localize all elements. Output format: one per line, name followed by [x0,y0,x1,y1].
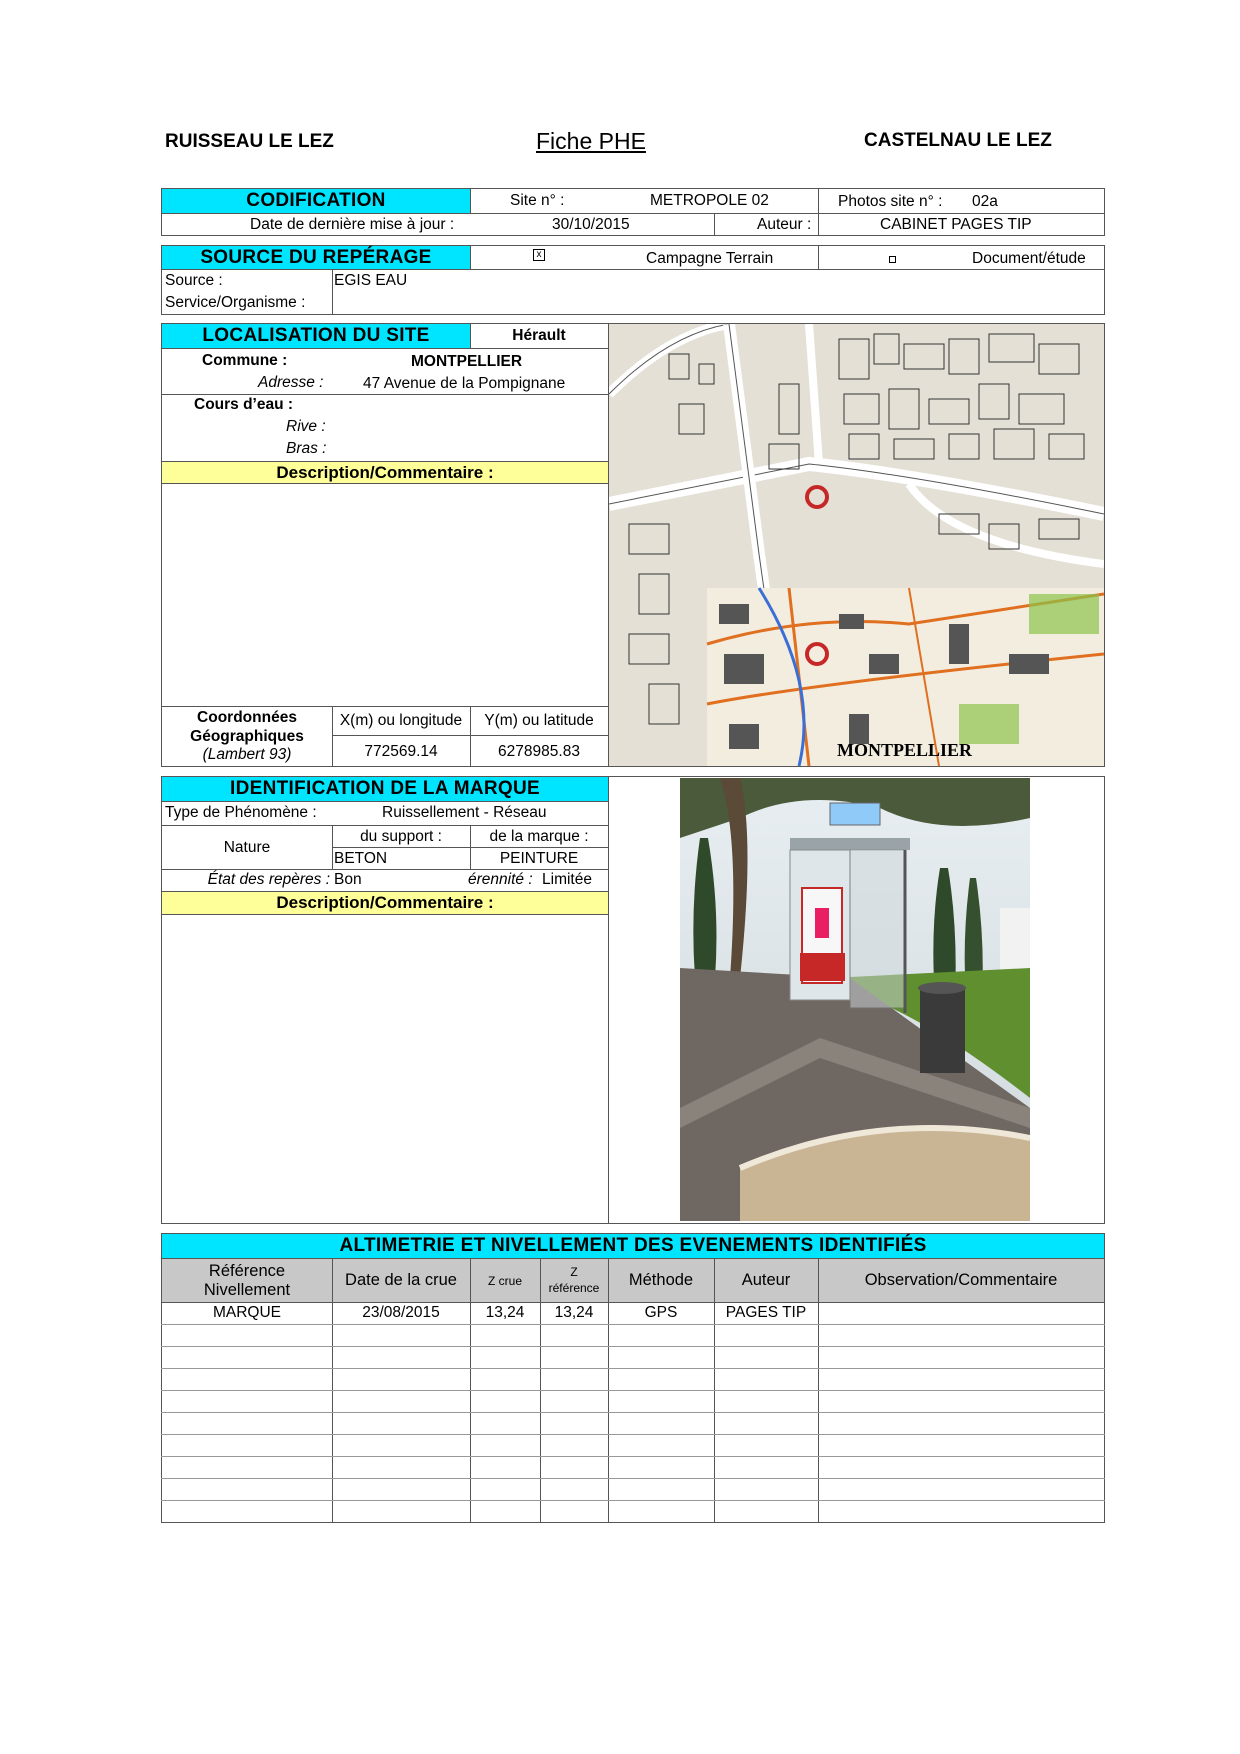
etat-reperes-value: Bon [334,871,362,888]
service-label: Service/Organisme : [165,294,306,311]
site-photo [680,778,1030,1221]
marque-label: de la marque : [489,827,589,845]
site-value: METROPOLE 02 [650,192,769,209]
document-etude-checkbox[interactable] [889,256,896,263]
adresse-label: Adresse : [258,374,324,391]
y-label: Y(m) ou latitude [484,712,594,729]
date-value: 30/10/2015 [552,215,630,233]
col-methode: Méthode [628,1271,694,1289]
map-city-label: MONTPELLIER [837,740,973,760]
source-label: Source : [165,272,223,289]
col-date-crue: Date de la crue [345,1271,457,1289]
departement: Hérault [512,327,566,344]
header-left: RUISSEAU LE LEZ [165,131,334,152]
perennite-value: Limitée [542,871,592,888]
coord-label-2: Géographiques [190,728,304,745]
nature-label: Nature [223,838,271,856]
photos-label: Photos site n° : [838,193,943,210]
page-title: Fiche PHE [536,128,646,154]
rive-label: Rive : [286,418,326,435]
site-label: Site n° : [510,192,565,209]
col-z-crue: Z crue [487,1273,522,1288]
x-value: 772569.14 [364,742,438,760]
location-map [609,324,1104,766]
coord-label-1: Coordonnées [197,709,297,726]
col-reference-2: Nivellement [203,1281,291,1299]
support-label: du support : [360,827,442,845]
campagne-terrain-label: Campagne Terrain [646,250,774,267]
etat-reperes-label: État des repères : [207,871,330,888]
x-label: X(m) ou longitude [339,712,463,729]
support-value: BETON [334,849,388,867]
codification-title: CODIFICATION [246,190,386,211]
col-observation: Observation/Commentaire [864,1271,1058,1289]
col-z-reference-1: Z [570,1265,578,1279]
type-phenomene-value: Ruissellement - Réseau [382,804,547,821]
adresse-value: 47 Avenue de la Pompignane [363,375,566,392]
row-date: 23/08/2015 [362,1304,440,1321]
coord-label-3: (Lambert 93) [202,746,292,763]
localisation-title: LOCALISATION DU SITE [202,325,430,346]
source-value: EGIS EAU [334,272,408,289]
auteur-label: Auteur : [757,215,812,233]
row-auteur: PAGES TIP [725,1304,807,1321]
commune-value: MONTPELLIER [411,353,523,370]
perennite-label: érennité : [468,871,533,888]
cours-eau-label: Cours d’eau : [194,396,294,413]
row-z-reference: 13,24 [554,1304,594,1321]
col-z-reference-2: référence [548,1281,600,1295]
source-title: SOURCE DU REPÉRAGE [200,246,432,268]
bras-label: Bras : [286,440,327,457]
campagne-terrain-checkbox[interactable]: x [533,249,545,261]
row-z-crue: 13,24 [485,1304,525,1321]
row-reference: MARQUE [212,1304,282,1321]
col-reference-1: Référence [208,1262,286,1280]
type-phenomene-label: Type de Phénomène : [165,804,317,821]
identification-description-label: Description/Commentaire : [276,893,494,912]
auteur-value: CABINET PAGES TIP [880,215,1032,233]
date-label: Date de dernière mise à jour : [250,215,455,233]
marque-value: PEINTURE [499,849,579,867]
photos-value: 02a [972,193,998,210]
col-auteur: Auteur [741,1271,791,1289]
localisation-description-label: Description/Commentaire : [276,462,494,482]
altimetrie-title: ALTIMETRIE ET NIVELLEMENT DES EVENEMENTS IDENTIFIÉS [339,1235,927,1256]
identification-title: IDENTIFICATION DE LA MARQUE [230,778,540,799]
y-value: 6278985.83 [498,742,580,760]
row-methode: GPS [644,1304,678,1321]
document-etude-label: Document/étude [972,250,1086,267]
commune-label: Commune : [202,352,288,369]
header-right: CASTELNAU LE LEZ [864,130,1052,151]
